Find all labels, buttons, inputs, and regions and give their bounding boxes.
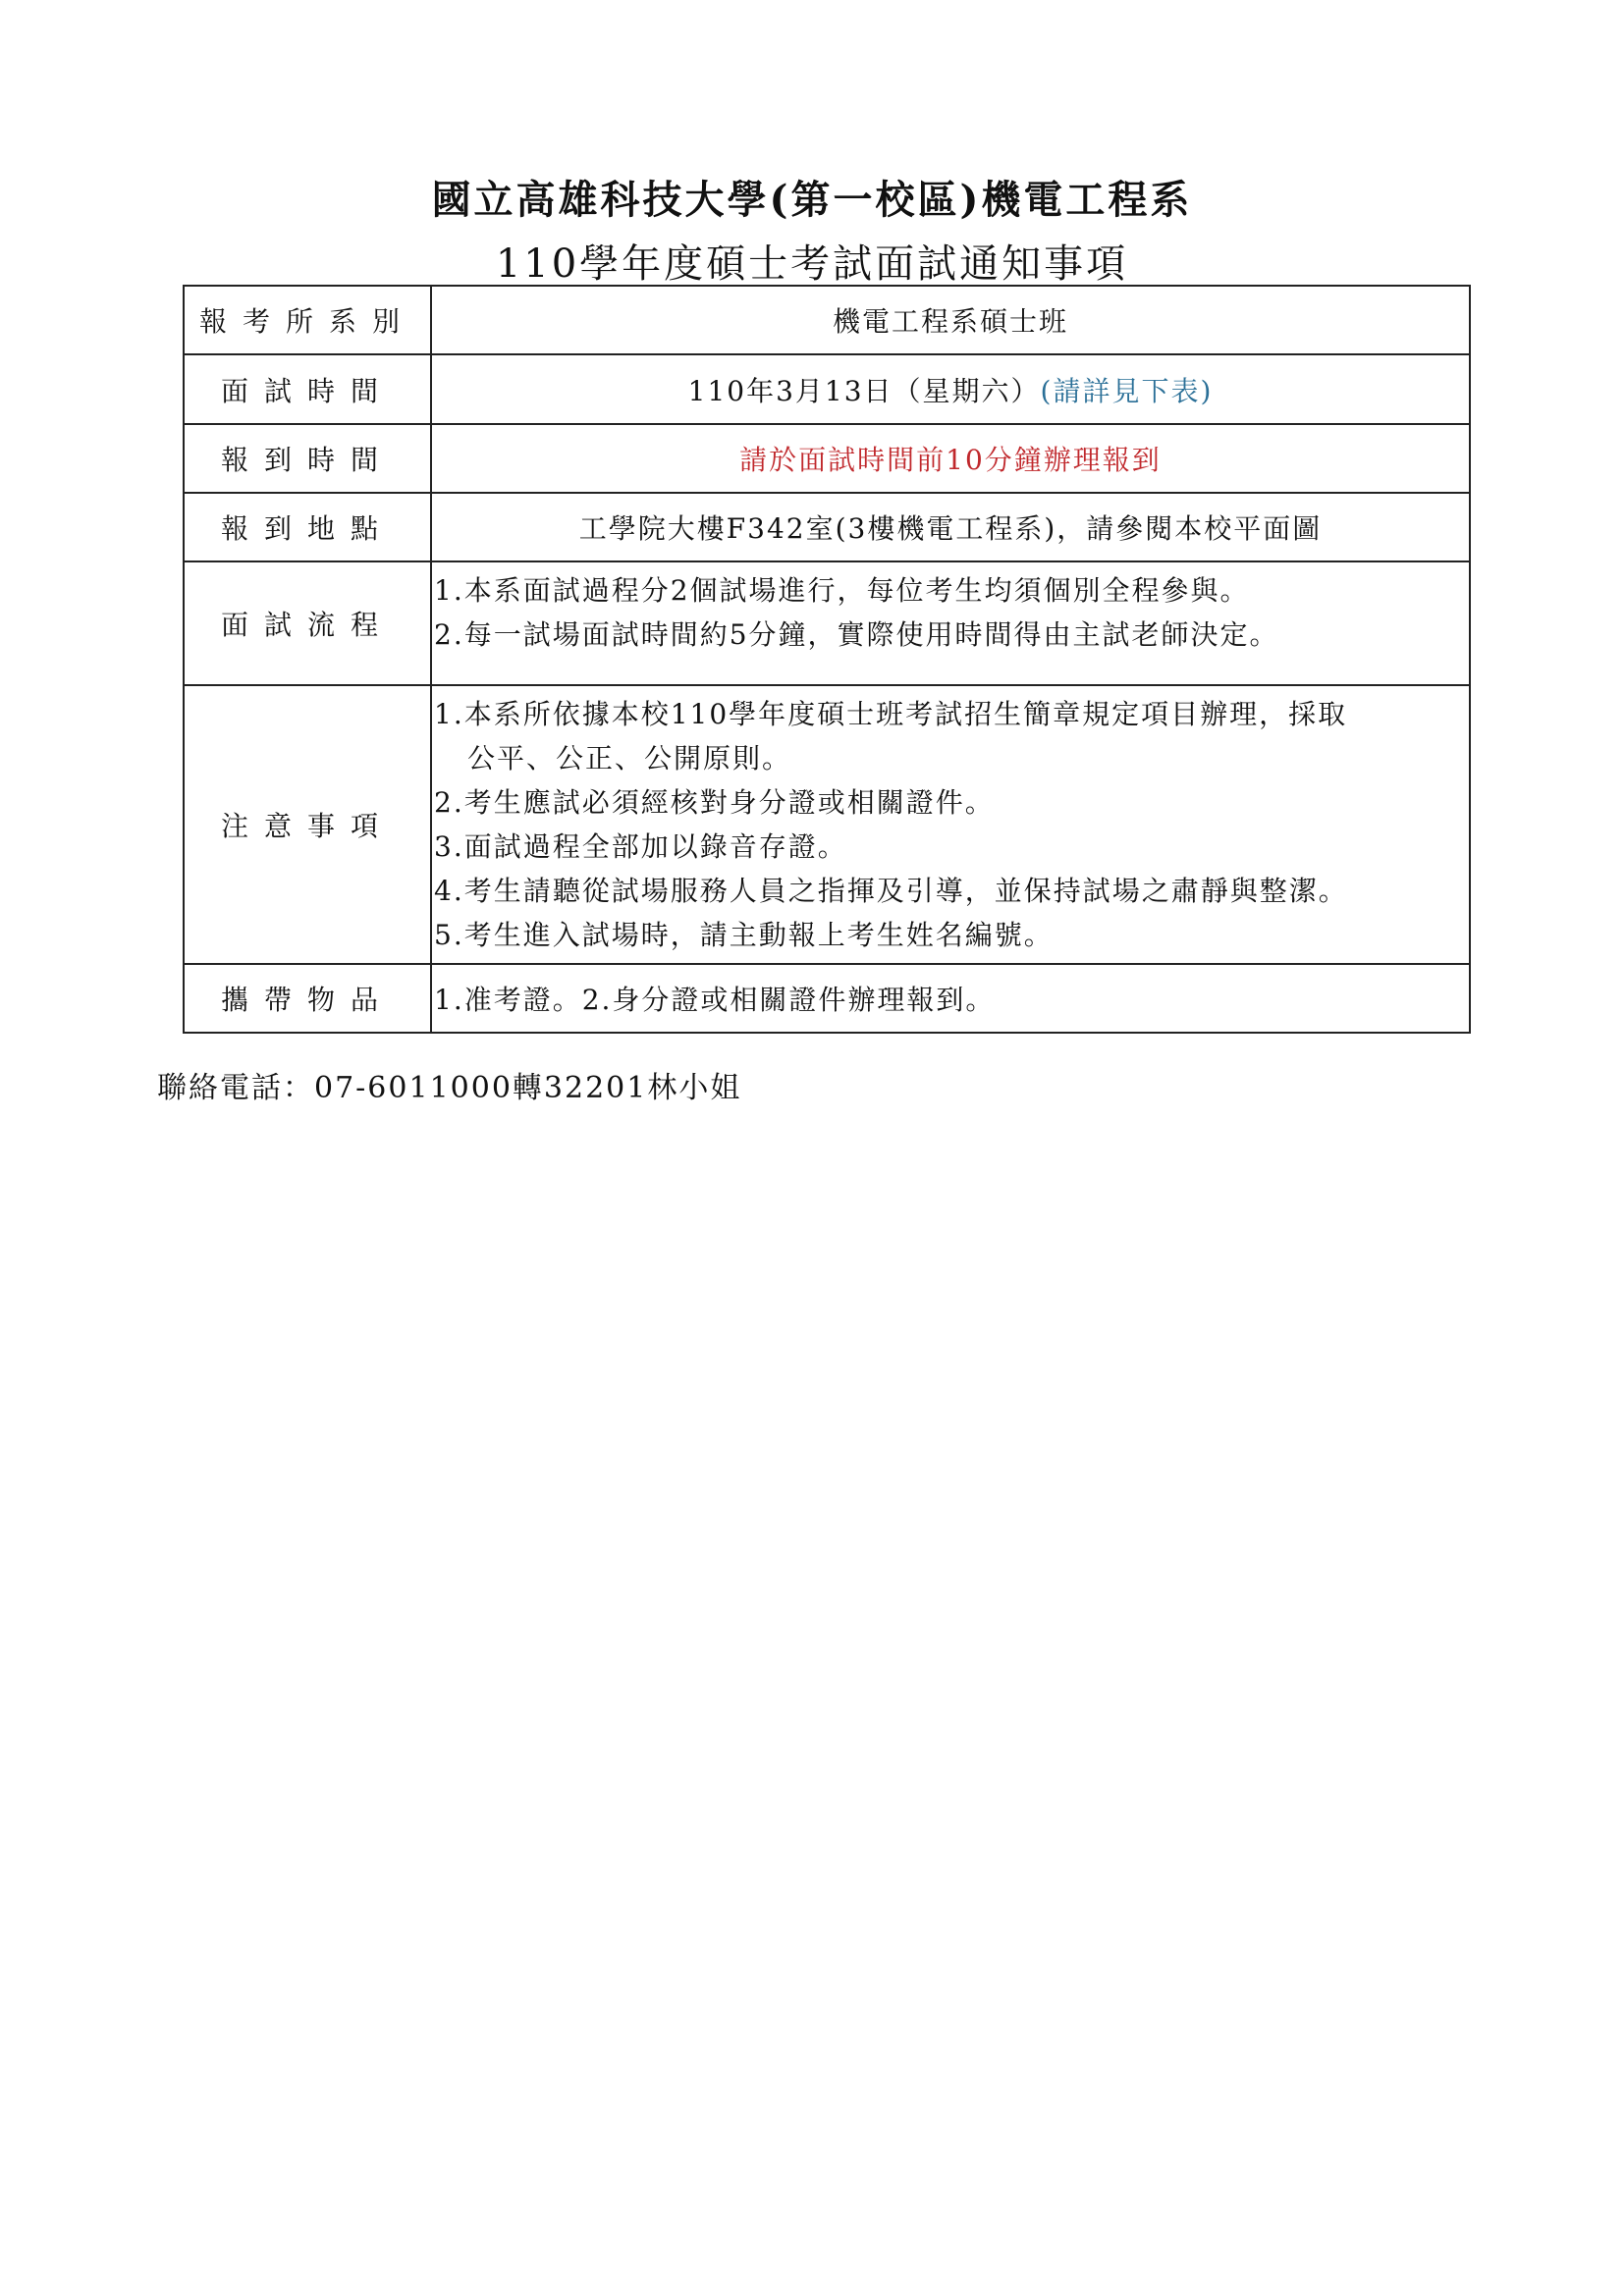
row-value-location: 工學院大樓F342室(3樓機電工程系)，請參閱本校平面圖 bbox=[431, 493, 1470, 561]
row-label-items: 攜帶物品 bbox=[184, 964, 431, 1033]
row-label-location: 報到地點 bbox=[184, 493, 431, 561]
row-label-checkin-time: 報到時間 bbox=[184, 424, 431, 493]
list-item: 1.本系所依據本校110學年度碩士班考試招生簡章規定項目辦理，採取 bbox=[434, 698, 1348, 730]
row-label-process: 面試流程 bbox=[184, 561, 431, 685]
list-item: 5.考生進入試場時，請主動報上考生姓名編號。 bbox=[434, 919, 1054, 951]
row-value-checkin-time: 請於面試時間前10分鐘辦理報到 bbox=[431, 424, 1470, 493]
row-value-items: 1.准考證。2.身分證或相關證件辦理報到。 bbox=[431, 964, 1470, 1033]
row-value-time bbox=[431, 354, 1470, 424]
row-value-notes bbox=[431, 685, 1470, 964]
row-value-dept: 機電工程系碩士班 bbox=[431, 286, 1470, 354]
contact-info: 聯絡電話：07-6011000轉32201林小姐 bbox=[157, 1071, 742, 1105]
notice-table bbox=[183, 285, 1471, 1034]
table-row bbox=[184, 354, 1470, 424]
table-row bbox=[184, 685, 1470, 964]
table-row bbox=[184, 561, 1470, 685]
list-item: 1.本系面試過程分2個試場進行，每位考生均須個別全程參與。 bbox=[434, 574, 1250, 607]
row-label-notes: 注意事項 bbox=[184, 685, 431, 964]
table-row bbox=[184, 424, 1470, 493]
interview-date: 110年3月13日（星期六） bbox=[687, 374, 1041, 407]
table-row bbox=[184, 286, 1470, 354]
list-item: 公平、公正、公開原則。 bbox=[467, 742, 792, 774]
row-label-dept: 報考所系別 bbox=[184, 286, 431, 354]
row-label-time: 面試時間 bbox=[184, 354, 431, 424]
list-item: 3.面試過程全部加以錄音存證。 bbox=[434, 830, 847, 863]
list-item: 2.每一試場面試時間約5分鐘，實際使用時間得由主試老師決定。 bbox=[434, 618, 1279, 651]
table-row bbox=[184, 493, 1470, 561]
page-title: 國立高雄科技大學(第一校區)機電工程系 bbox=[431, 177, 1193, 223]
interview-date-note: (請詳見下表) bbox=[1040, 374, 1214, 407]
table-row bbox=[184, 964, 1470, 1033]
list-item: 2.考生應試必須經核對身分證或相關證件。 bbox=[434, 786, 995, 819]
page-subtitle: 110學年度碩士考試面試通知事項 bbox=[495, 241, 1129, 287]
row-value-process bbox=[431, 561, 1470, 685]
list-item: 4.考生請聽從試場服務人員之指揮及引導，並保持試場之肅靜與整潔。 bbox=[434, 875, 1348, 907]
